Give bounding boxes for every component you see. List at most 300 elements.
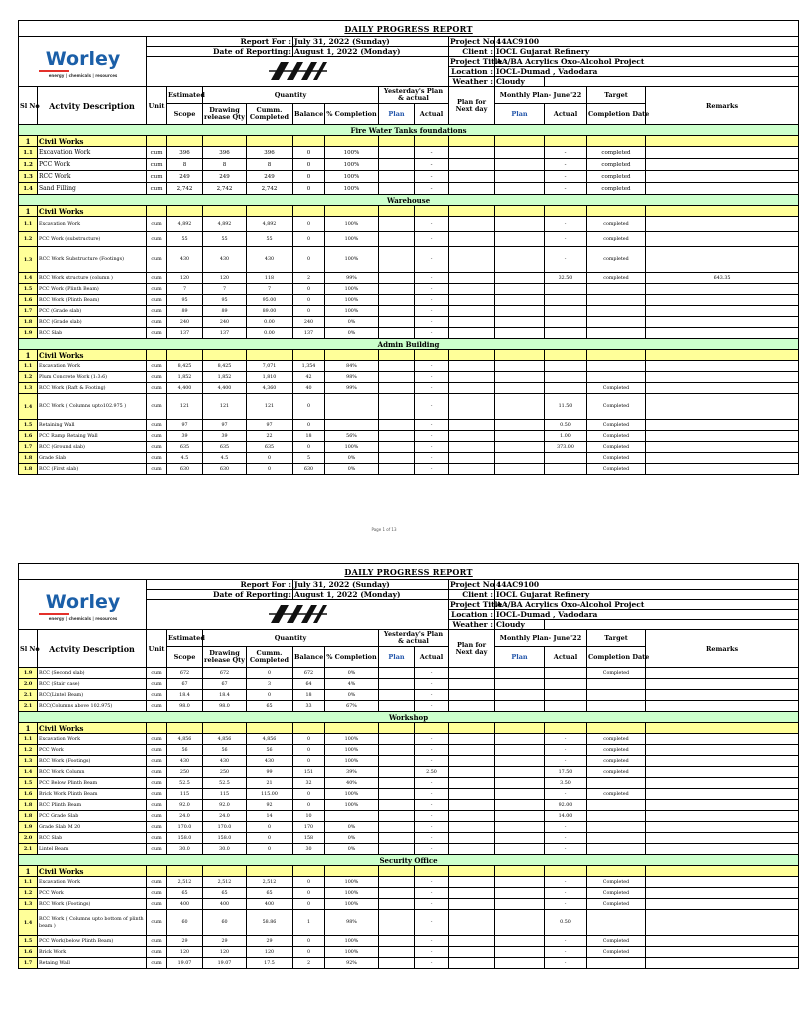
row-remarks xyxy=(646,767,799,778)
subsection-number: 1 xyxy=(19,723,38,734)
row-yesterday-plan xyxy=(379,936,415,947)
subsection-cell xyxy=(545,866,587,877)
row-yesterday-plan xyxy=(379,217,415,232)
table-row xyxy=(19,833,799,844)
row-drawing-qty: 2,742 xyxy=(203,183,247,195)
row-estimated-scope: 19.07 xyxy=(167,958,203,969)
row-monthly-plan xyxy=(495,372,545,383)
row-next-day-plan xyxy=(449,947,495,958)
row-yesterday-actual: - xyxy=(415,778,449,789)
row-target: Completed xyxy=(587,936,646,947)
subsection-cell xyxy=(293,866,325,877)
row-drawing-qty: 67 xyxy=(203,679,247,690)
row-target: completed xyxy=(587,273,646,284)
row-next-day-plan xyxy=(449,147,495,159)
row-next-day-plan xyxy=(449,844,495,855)
project-no-label: Project No : xyxy=(450,37,500,46)
section-title: Security Office xyxy=(19,855,799,866)
row-cumm-completed: 1,810 xyxy=(247,372,293,383)
col-cumm: Cumm. Completed xyxy=(247,647,293,668)
row-next-day-plan xyxy=(449,295,495,306)
row-monthly-actual: - xyxy=(545,958,587,969)
row-pct-completion: 100% xyxy=(325,877,379,888)
row-yesterday-plan xyxy=(379,295,415,306)
row-remarks xyxy=(646,888,799,899)
row-drawing-qty: 115 xyxy=(203,789,247,800)
col-remarks: Remarks xyxy=(646,87,799,125)
table-row xyxy=(19,767,799,778)
row-remarks xyxy=(646,394,799,420)
subsection-cell xyxy=(247,136,293,147)
section-header xyxy=(19,339,799,350)
row-activity: Lintel Beam xyxy=(38,844,147,855)
subsection-cell xyxy=(495,723,545,734)
row-next-day-plan xyxy=(449,877,495,888)
row-cumm-completed: 97 xyxy=(247,420,293,431)
subsection-cell xyxy=(646,866,799,877)
subsection-title: Civil Works xyxy=(38,136,147,147)
row-estimated-scope: 2,512 xyxy=(167,877,203,888)
row-sl-no: 1.3 xyxy=(19,756,38,767)
subsection-cell xyxy=(325,723,379,734)
table-row xyxy=(19,372,799,383)
row-unit: cum xyxy=(147,431,167,442)
row-next-day-plan xyxy=(449,778,495,789)
row-estimated-scope: 121 xyxy=(167,394,203,420)
section-header xyxy=(19,125,799,136)
row-balance: 42 xyxy=(293,372,325,383)
row-yesterday-actual: - xyxy=(415,745,449,756)
row-unit: cum xyxy=(147,899,167,910)
svg-text:energy | chemicals | resources: energy | chemicals | resources xyxy=(48,72,117,78)
row-balance: 0 xyxy=(293,171,325,183)
subsection-cell xyxy=(293,136,325,147)
row-cumm-completed: 89.00 xyxy=(247,306,293,317)
table-row xyxy=(19,361,799,372)
row-remarks xyxy=(646,453,799,464)
row-activity: RCC Work ( Columns upto102.975 ) xyxy=(38,394,147,420)
row-pct-completion: 0% xyxy=(325,317,379,328)
row-yesterday-plan xyxy=(379,284,415,295)
row-yesterday-plan xyxy=(379,756,415,767)
row-yesterday-actual: - xyxy=(415,247,449,273)
row-remarks xyxy=(646,159,799,171)
row-estimated-scope: 430 xyxy=(167,247,203,273)
subsection-cell xyxy=(495,866,545,877)
row-yesterday-plan xyxy=(379,328,415,339)
report-page-2 xyxy=(18,563,778,969)
row-pct-completion: 100% xyxy=(325,306,379,317)
row-remarks xyxy=(646,936,799,947)
project-no-value: 44AC9100 xyxy=(495,37,799,47)
row-balance: 2 xyxy=(293,273,325,284)
row-cumm-completed: 65 xyxy=(247,888,293,899)
subsection-cell xyxy=(325,350,379,361)
row-monthly-actual: - xyxy=(545,877,587,888)
row-cumm-completed: 430 xyxy=(247,247,293,273)
table-row xyxy=(19,877,799,888)
col-target: Target xyxy=(587,630,646,647)
row-activity: PCC Work xyxy=(38,888,147,899)
subsection-title: Civil Works xyxy=(38,206,147,217)
section-title: Admin Building xyxy=(19,339,799,350)
row-monthly-plan xyxy=(495,877,545,888)
table-row xyxy=(19,442,799,453)
date-label: Date of Reporting: xyxy=(147,590,293,600)
row-sl-no: 1.5 xyxy=(19,936,38,947)
col-remarks: Remarks xyxy=(646,630,799,668)
row-remarks xyxy=(646,958,799,969)
contractor-logo-mark xyxy=(267,601,329,627)
row-drawing-qty: 170.0 xyxy=(203,822,247,833)
row-cumm-completed: 0.00 xyxy=(247,328,293,339)
row-yesterday-actual: - xyxy=(415,756,449,767)
col-estimated: Estimated xyxy=(167,630,203,647)
subsection-number: 1 xyxy=(19,350,38,361)
row-pct-completion: 100% xyxy=(325,789,379,800)
row-pct-completion: 100% xyxy=(325,442,379,453)
row-pct-completion: 100% xyxy=(325,734,379,745)
row-drawing-qty: 52.5 xyxy=(203,778,247,789)
subsection-cell xyxy=(545,206,587,217)
row-remarks xyxy=(646,247,799,273)
row-next-day-plan xyxy=(449,811,495,822)
row-monthly-plan xyxy=(495,217,545,232)
row-drawing-qty: 98.0 xyxy=(203,701,247,712)
row-estimated-scope: 95 xyxy=(167,295,203,306)
subsection-cell xyxy=(167,866,203,877)
table-row xyxy=(19,328,799,339)
row-next-day-plan xyxy=(449,936,495,947)
row-target xyxy=(587,679,646,690)
row-monthly-plan xyxy=(495,756,545,767)
date-value: August 1, 2022 (Monday) xyxy=(293,47,449,57)
row-estimated-scope: 56 xyxy=(167,745,203,756)
col-completion-date: Completion Date xyxy=(587,104,646,125)
row-yesterday-actual: - xyxy=(415,844,449,855)
row-monthly-plan xyxy=(495,232,545,247)
row-pct-completion: 100% xyxy=(325,171,379,183)
subsection-number: 1 xyxy=(19,866,38,877)
col-quantity: Quantity xyxy=(203,630,379,647)
row-remarks xyxy=(646,745,799,756)
row-drawing-qty: 19.07 xyxy=(203,958,247,969)
subsection-cell xyxy=(415,866,449,877)
row-cumm-completed: 21 xyxy=(247,778,293,789)
project-title-label: Project Title : xyxy=(450,600,508,609)
row-drawing-qty: 7 xyxy=(203,284,247,295)
row-sl-no: 1.8 xyxy=(19,811,38,822)
row-monthly-plan xyxy=(495,947,545,958)
row-unit: cum xyxy=(147,844,167,855)
row-cumm-completed: 400 xyxy=(247,899,293,910)
table-row xyxy=(19,822,799,833)
subsection-cell xyxy=(495,136,545,147)
row-activity: RCC Slab xyxy=(38,833,147,844)
row-balance: 32 xyxy=(293,778,325,789)
row-estimated-scope: 400 xyxy=(167,899,203,910)
row-remarks xyxy=(646,383,799,394)
row-unit: cum xyxy=(147,453,167,464)
row-remarks xyxy=(646,284,799,295)
row-yesterday-actual: - xyxy=(415,822,449,833)
row-sl-no: 1.2 xyxy=(19,888,38,899)
row-monthly-actual xyxy=(545,306,587,317)
row-sl-no: 1.4 xyxy=(19,394,38,420)
row-unit: cum xyxy=(147,183,167,195)
row-monthly-plan xyxy=(495,361,545,372)
row-monthly-actual: - xyxy=(545,899,587,910)
row-target xyxy=(587,372,646,383)
subsection-cell xyxy=(415,206,449,217)
row-next-day-plan xyxy=(449,183,495,195)
page-footer: Page 1 of 13 xyxy=(371,527,397,532)
subsection-cell xyxy=(646,350,799,361)
row-monthly-plan xyxy=(495,147,545,159)
row-cumm-completed: 635 xyxy=(247,442,293,453)
row-activity: Grade Slab xyxy=(38,453,147,464)
row-target: Completed xyxy=(587,442,646,453)
row-cumm-completed: 0 xyxy=(247,822,293,833)
row-yesterday-plan xyxy=(379,844,415,855)
col-monthly-plan: Plan xyxy=(495,647,545,668)
row-remarks xyxy=(646,844,799,855)
row-sl-no: 1.3 xyxy=(19,899,38,910)
subsection-cell xyxy=(379,136,415,147)
client-label: Client : xyxy=(449,47,495,57)
row-yesterday-plan xyxy=(379,183,415,195)
row-remarks xyxy=(646,147,799,159)
row-drawing-qty: 56 xyxy=(203,745,247,756)
row-cumm-completed: 2,742 xyxy=(247,183,293,195)
row-pct-completion xyxy=(325,420,379,431)
row-target: completed xyxy=(587,159,646,171)
subsection-cell xyxy=(379,866,415,877)
row-sl-no: 2.1 xyxy=(19,701,38,712)
subsection-title: Civil Works xyxy=(38,350,147,361)
row-yesterday-plan xyxy=(379,431,415,442)
table-row xyxy=(19,273,799,284)
section-header xyxy=(19,712,799,723)
row-next-day-plan xyxy=(449,273,495,284)
row-balance: 137 xyxy=(293,328,325,339)
weather-label: Weather : xyxy=(449,77,495,87)
row-activity: RCC (First slab) xyxy=(38,464,147,475)
row-monthly-plan xyxy=(495,800,545,811)
subsection-cell xyxy=(449,136,495,147)
col-unit: Unit xyxy=(147,87,167,125)
row-yesterday-actual: 2.50 xyxy=(415,767,449,778)
row-drawing-qty: 4,400 xyxy=(203,383,247,394)
row-monthly-plan xyxy=(495,690,545,701)
row-next-day-plan xyxy=(449,420,495,431)
row-pct-completion: 100% xyxy=(325,284,379,295)
row-yesterday-plan xyxy=(379,778,415,789)
row-monthly-actual xyxy=(545,679,587,690)
row-activity: RCC Work Substructure (Footings) xyxy=(38,247,147,273)
col-completion-date: Completion Date xyxy=(587,647,646,668)
row-monthly-actual: 3.50 xyxy=(545,778,587,789)
report-table-1 xyxy=(18,20,799,475)
table-row xyxy=(19,701,799,712)
row-monthly-plan xyxy=(495,273,545,284)
row-cumm-completed: 430 xyxy=(247,756,293,767)
col-actual: Actual xyxy=(415,104,449,125)
row-drawing-qty: 635 xyxy=(203,442,247,453)
subsection-cell xyxy=(203,350,247,361)
col-cumm: Cumm. Completed xyxy=(247,104,293,125)
row-next-day-plan xyxy=(449,383,495,394)
row-activity: PCC (Grade slab) xyxy=(38,306,147,317)
row-target: Completed xyxy=(587,420,646,431)
row-remarks xyxy=(646,171,799,183)
subsection-title: Civil Works xyxy=(38,723,147,734)
row-monthly-actual: - xyxy=(545,217,587,232)
row-unit: cum xyxy=(147,232,167,247)
table-row xyxy=(19,171,799,183)
row-yesterday-actual: - xyxy=(415,295,449,306)
row-yesterday-actual: - xyxy=(415,183,449,195)
row-balance: 0 xyxy=(293,247,325,273)
row-monthly-plan xyxy=(495,745,545,756)
row-target: completed xyxy=(587,767,646,778)
row-yesterday-actual: - xyxy=(415,232,449,247)
row-unit: cum xyxy=(147,273,167,284)
row-monthly-plan xyxy=(495,284,545,295)
row-activity: RCC Work (Raft & Footing) xyxy=(38,383,147,394)
subsection-cell xyxy=(147,866,167,877)
row-target: completed xyxy=(587,247,646,273)
row-activity: PCC Work xyxy=(38,159,147,171)
row-monthly-actual: - xyxy=(545,183,587,195)
row-monthly-plan xyxy=(495,833,545,844)
subsection-cell xyxy=(449,866,495,877)
row-cumm-completed: 0 xyxy=(247,690,293,701)
table-row xyxy=(19,232,799,247)
row-monthly-actual xyxy=(545,690,587,701)
row-cumm-completed: 2,512 xyxy=(247,877,293,888)
row-monthly-plan xyxy=(495,888,545,899)
client-label: Client : xyxy=(449,590,495,600)
row-yesterday-actual: - xyxy=(415,910,449,936)
worley-logo xyxy=(19,37,147,87)
subsection-header xyxy=(19,206,799,217)
row-yesterday-actual: - xyxy=(415,306,449,317)
row-monthly-actual xyxy=(545,372,587,383)
row-monthly-plan xyxy=(495,822,545,833)
row-cumm-completed: 249 xyxy=(247,171,293,183)
row-drawing-qty: 4,892 xyxy=(203,217,247,232)
row-yesterday-actual: - xyxy=(415,328,449,339)
row-monthly-plan xyxy=(495,910,545,936)
row-yesterday-actual: - xyxy=(415,361,449,372)
row-next-day-plan xyxy=(449,756,495,767)
row-pct-completion: 39% xyxy=(325,767,379,778)
row-pct-completion: 92% xyxy=(325,958,379,969)
row-drawing-qty: 95 xyxy=(203,295,247,306)
row-balance: 5 xyxy=(293,453,325,464)
row-target: Completed xyxy=(587,394,646,420)
row-pct-completion: 98% xyxy=(325,372,379,383)
subsection-cell xyxy=(247,723,293,734)
row-balance: 0 xyxy=(293,442,325,453)
table-row xyxy=(19,679,799,690)
row-next-day-plan xyxy=(449,306,495,317)
row-remarks xyxy=(646,668,799,679)
row-monthly-plan xyxy=(495,789,545,800)
row-monthly-actual: - xyxy=(545,171,587,183)
row-activity: Retaining Wall xyxy=(38,420,147,431)
row-yesterday-plan xyxy=(379,453,415,464)
report-title: DAILY PROGRESS REPORT xyxy=(19,564,799,580)
row-activity: PCC Below Plinth Beam xyxy=(38,778,147,789)
row-monthly-actual xyxy=(545,668,587,679)
row-balance: 0 xyxy=(293,877,325,888)
row-sl-no: 1.7 xyxy=(19,958,38,969)
row-estimated-scope: 635 xyxy=(167,442,203,453)
subsection-cell xyxy=(646,136,799,147)
row-yesterday-actual: - xyxy=(415,690,449,701)
row-activity: Excavation Work xyxy=(38,877,147,888)
row-drawing-qty: 4.5 xyxy=(203,453,247,464)
row-target: Completed xyxy=(587,464,646,475)
row-remarks xyxy=(646,947,799,958)
col-monthly-plan: Plan xyxy=(495,104,545,125)
row-next-day-plan xyxy=(449,701,495,712)
row-pct-completion: 4% xyxy=(325,679,379,690)
row-monthly-plan xyxy=(495,958,545,969)
subsection-cell xyxy=(545,723,587,734)
row-sl-no: 1.2 xyxy=(19,745,38,756)
row-yesterday-plan xyxy=(379,383,415,394)
row-pct-completion: 100% xyxy=(325,800,379,811)
col-monthly: Monthly Plan- June'22 xyxy=(495,630,587,647)
row-sl-no: 1.1 xyxy=(19,734,38,745)
row-sl-no: 1.6 xyxy=(19,789,38,800)
row-unit: cum xyxy=(147,811,167,822)
row-sl-no: 1.3 xyxy=(19,383,38,394)
row-pct-completion: 100% xyxy=(325,888,379,899)
row-balance: 0 xyxy=(293,800,325,811)
row-balance: 0 xyxy=(293,217,325,232)
row-sl-no: 1.9 xyxy=(19,328,38,339)
col-target: Target xyxy=(587,87,646,104)
row-estimated-scope: 1,852 xyxy=(167,372,203,383)
row-target: completed xyxy=(587,734,646,745)
subsection-cell xyxy=(293,350,325,361)
row-pct-completion xyxy=(325,394,379,420)
row-remarks xyxy=(646,789,799,800)
weather-value: Cloudy xyxy=(495,77,545,87)
contractor-logo xyxy=(147,57,449,87)
col-next-day: Plan for Next day xyxy=(449,87,495,125)
row-pct-completion: 100% xyxy=(325,936,379,947)
row-unit: cum xyxy=(147,745,167,756)
row-drawing-qty: 55 xyxy=(203,232,247,247)
date-value: August 1, 2022 (Monday) xyxy=(293,590,449,600)
row-pct-completion: 100% xyxy=(325,947,379,958)
row-target: Completed xyxy=(587,947,646,958)
row-drawing-qty: 24.0 xyxy=(203,811,247,822)
row-estimated-scope: 630 xyxy=(167,464,203,475)
row-pct-completion: 56% xyxy=(325,431,379,442)
row-sl-no: 2.1 xyxy=(19,844,38,855)
row-estimated-scope: 98.0 xyxy=(167,701,203,712)
row-yesterday-actual: - xyxy=(415,147,449,159)
table-row xyxy=(19,183,799,195)
row-yesterday-plan xyxy=(379,306,415,317)
row-monthly-actual: 32.50 xyxy=(545,273,587,284)
